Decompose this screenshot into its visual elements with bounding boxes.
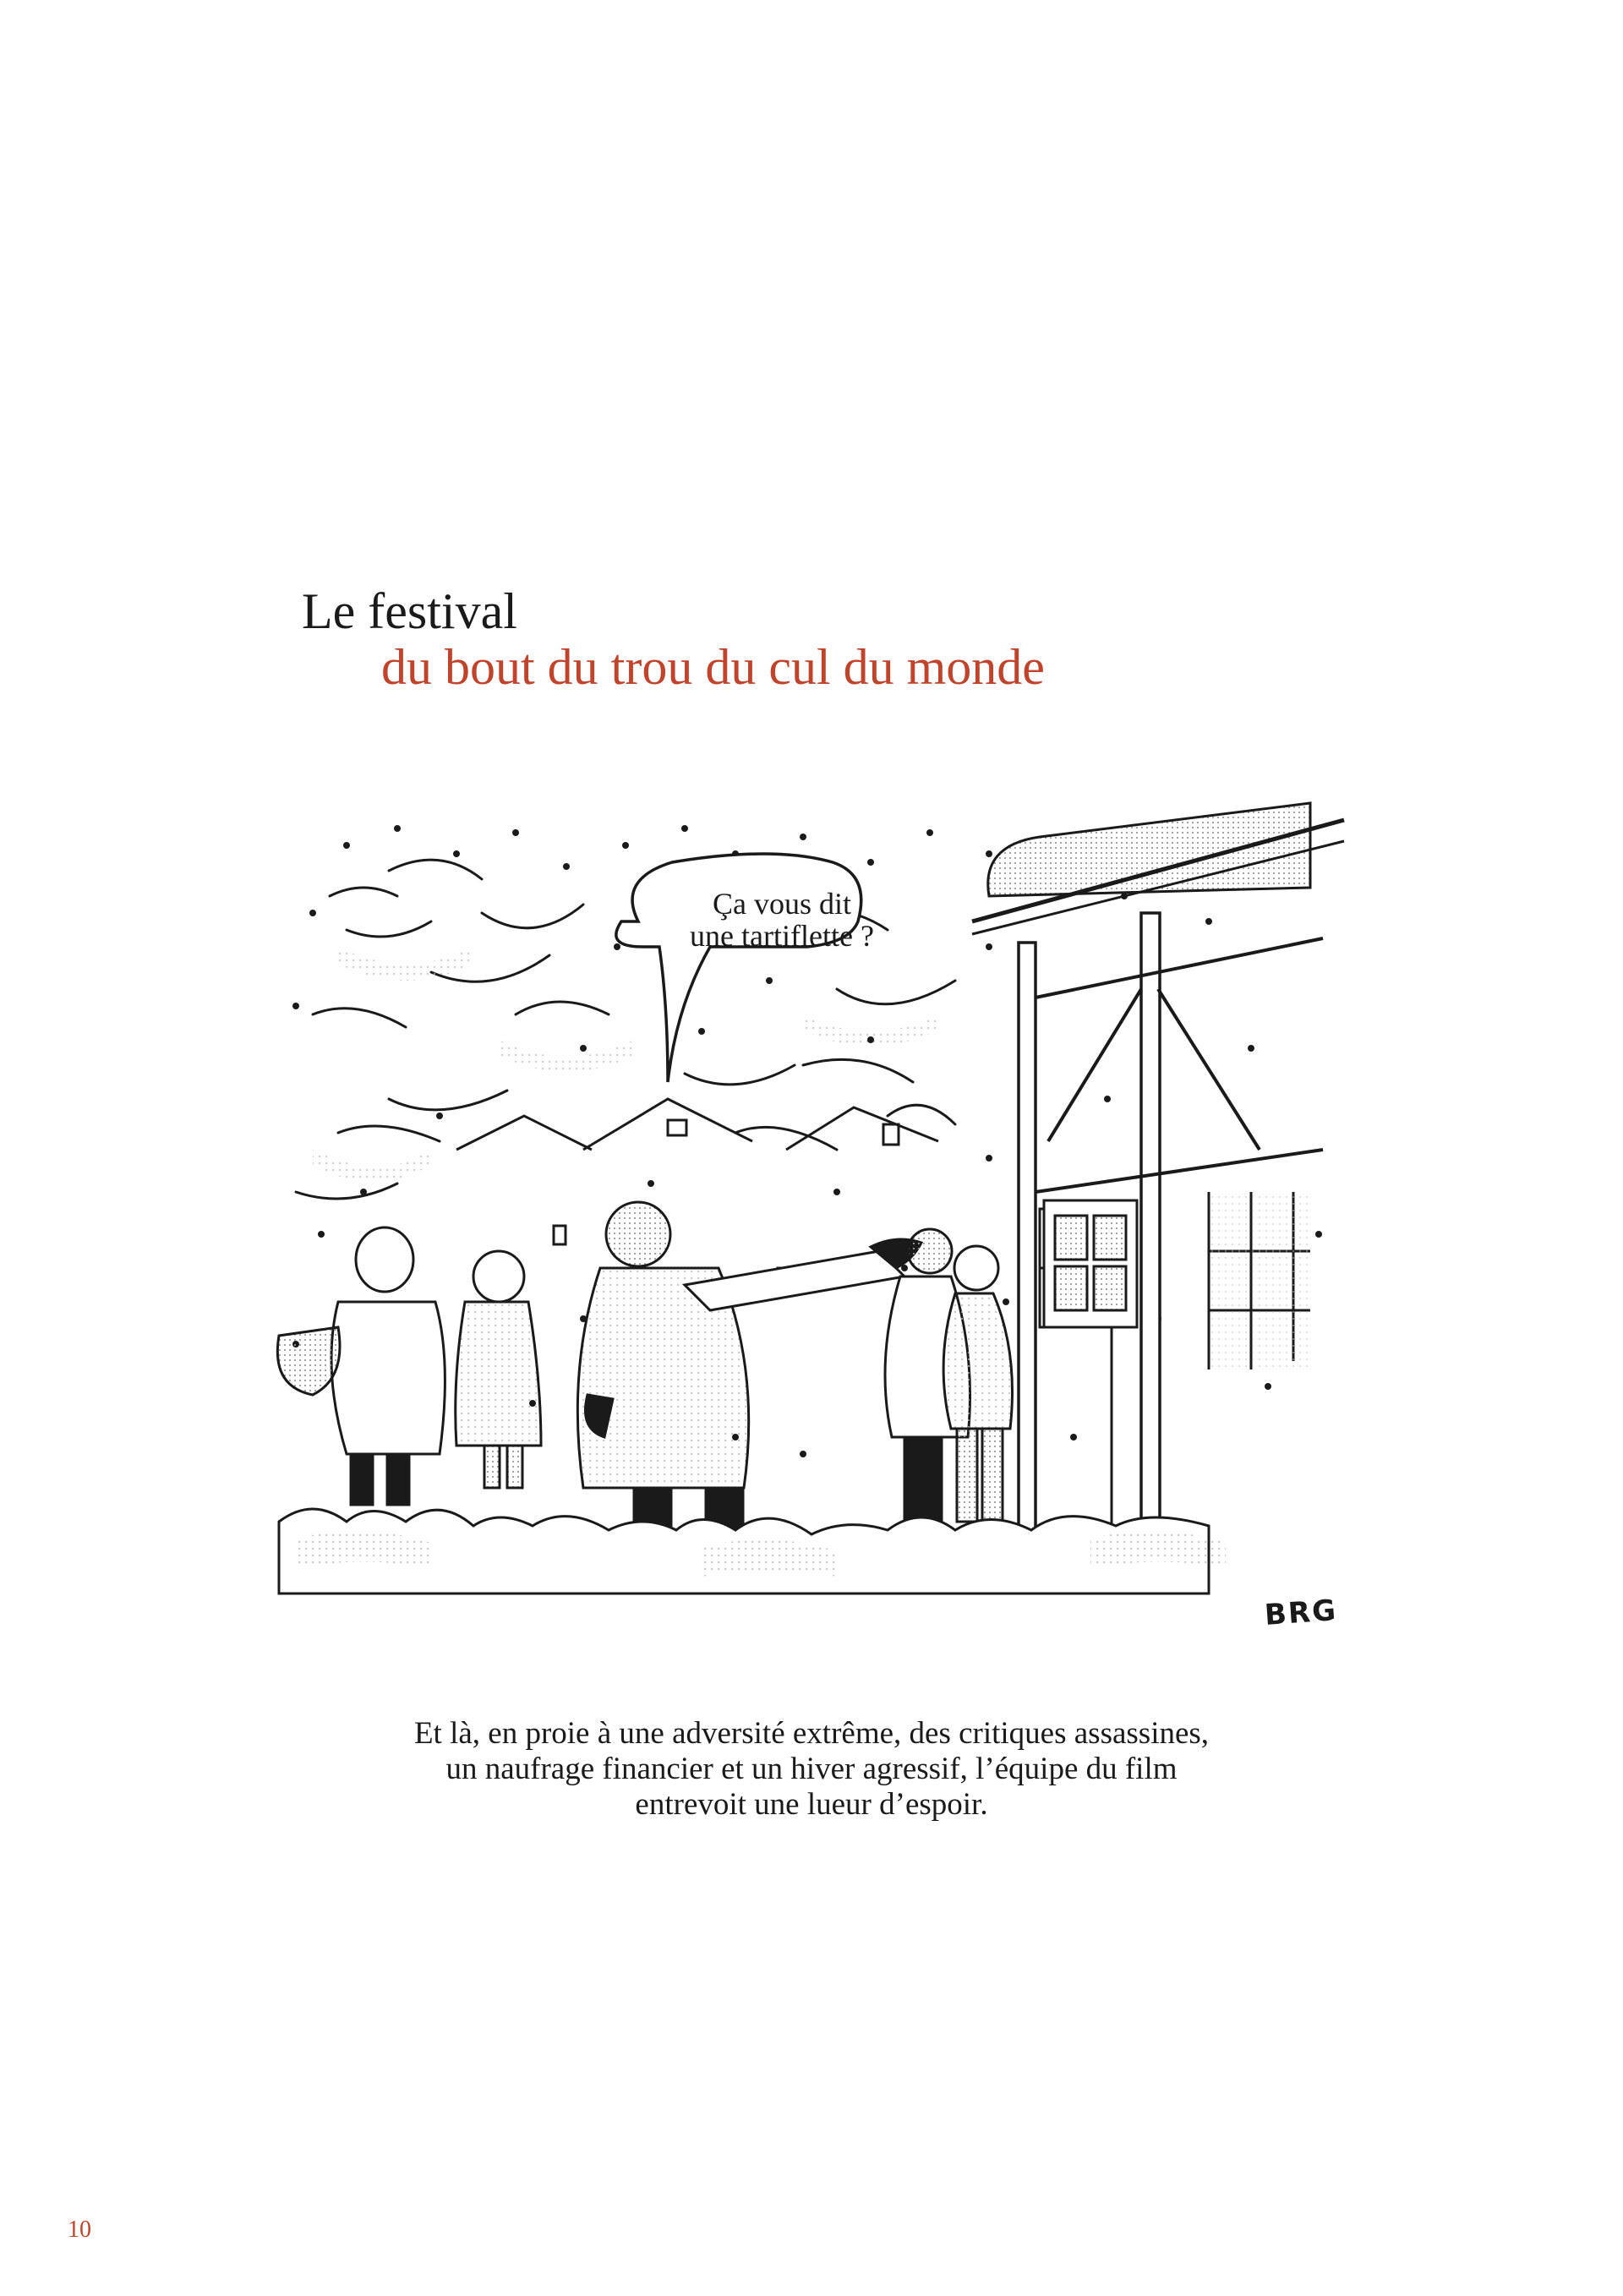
chapter-title (302, 583, 1401, 695)
title-line-1: Le festival (302, 583, 517, 639)
title-line-2: du bout du trou du cul du monde (381, 639, 1045, 695)
speech-line-1: Ça vous dit (712, 887, 851, 921)
artist-signature: BRG (1263, 1594, 1339, 1632)
caption-line-2: un naufrage financier et un hiver agressif, l’équipe du film (445, 1752, 1178, 1786)
person-scarf-woman (456, 1251, 541, 1488)
wind-shading (313, 947, 938, 1182)
person-pointing-guide (577, 1202, 921, 1539)
speech-bubble-text (647, 888, 917, 952)
person-left-parka (277, 1227, 445, 1505)
speech-line-2: une tartiflette ? (690, 919, 874, 953)
page-number: 10 (68, 2217, 91, 2243)
cartoon-caption (304, 1716, 1319, 1823)
person-couple (885, 1229, 1013, 1539)
caption-line-1: Et là, en proie à une adversité extrême, des critiques assassines, (413, 1716, 1210, 1751)
caption-line-3: entrevoit une lueur d’espoir. (635, 1787, 988, 1822)
menu-signboard (1044, 1200, 1137, 1327)
timber-house (972, 803, 1344, 1589)
